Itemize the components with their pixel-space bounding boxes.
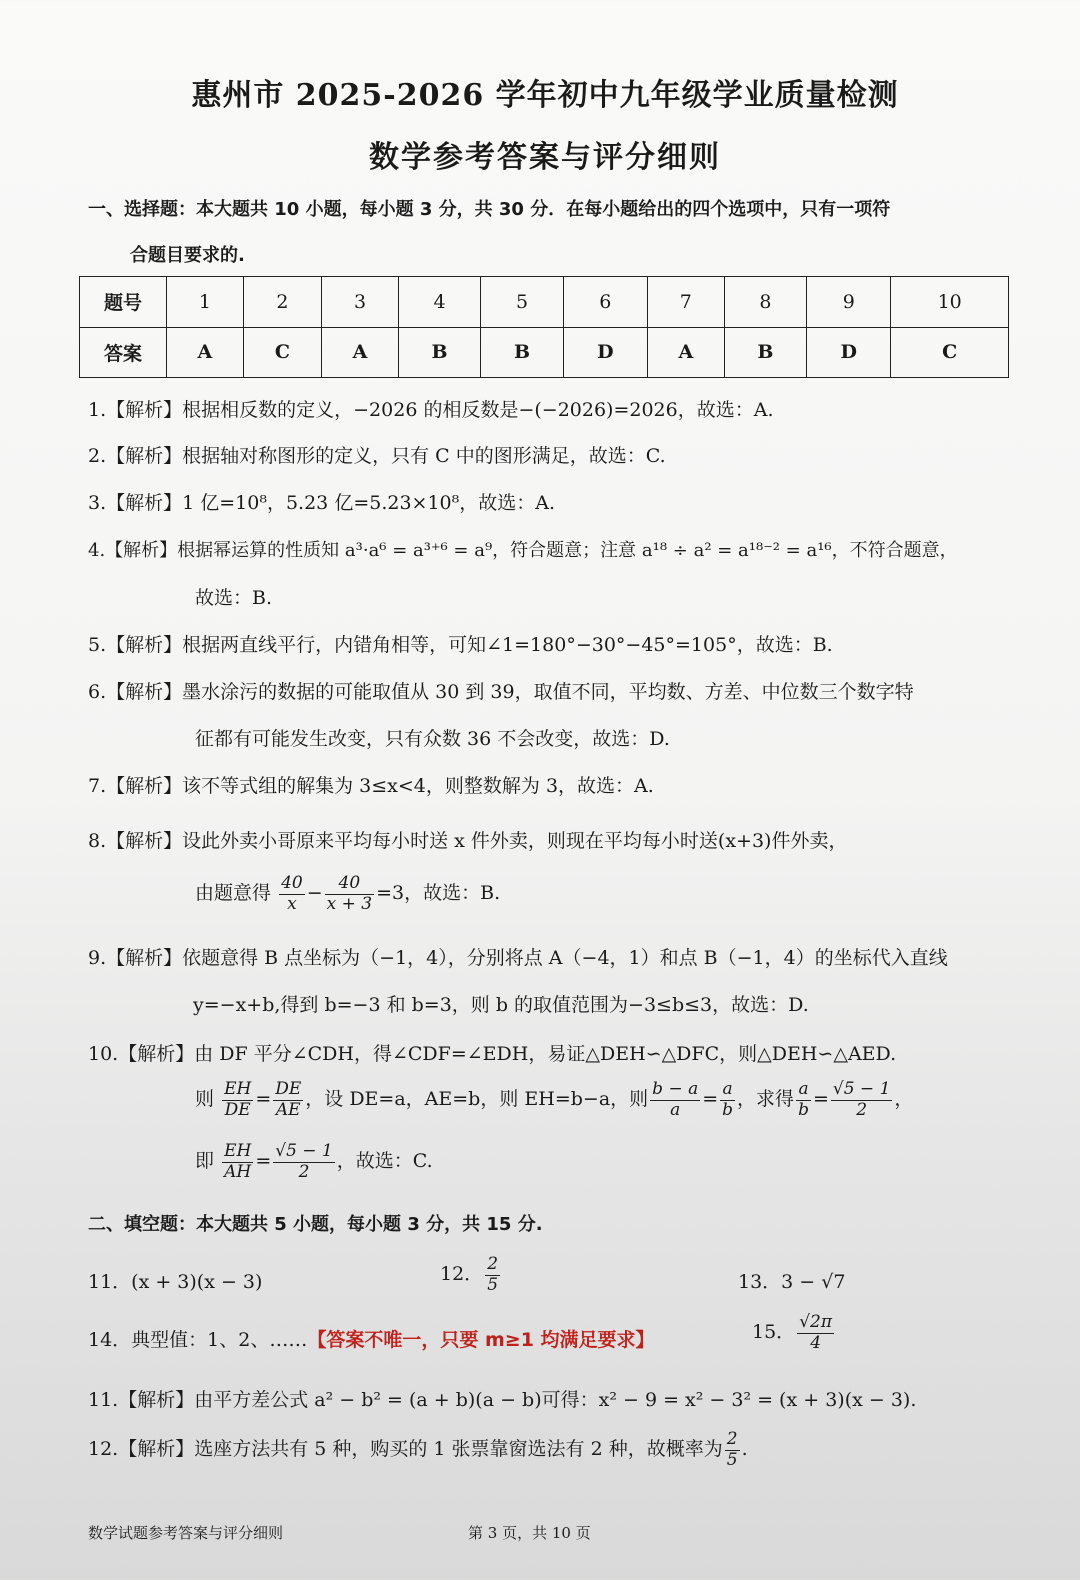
analysis-q10-cont: 则 $\frac{EH}{DE}$ = $\frac{DE}{AE}$ ，设 DE=a，AE=b，则 EH=b−a，则 $\frac{b - a}{a}$ = $\frac{a}{b}$ ，求得 $\frac{a}{b}$ = $\frac{√5 - 1}{2}$ ，: [195, 1079, 914, 1120]
q10-text-d: 即: [195, 1150, 215, 1173]
section2-heading: 二、填空题：本大题共 5 小题，每小题 3 分，共 15 分.: [88, 1214, 543, 1235]
frac-den: 2: [856, 1099, 868, 1120]
q10-text-b: ，设 DE=a，AE=b，则 EH=b−a，则: [305, 1088, 649, 1111]
table-cell: 2: [243, 277, 321, 328]
analysis-12: [88, 1430, 748, 1470]
section1-heading-cont: 合题目要求的.: [130, 245, 245, 266]
frac-num: DE: [275, 1079, 302, 1099]
frac-num: 2: [726, 1429, 738, 1449]
frac-den: x: [287, 893, 297, 914]
frac-den: 2: [298, 1161, 310, 1182]
row-header-number: 题号: [80, 277, 167, 328]
fraction-sqrt5-minus-1: [831, 1080, 893, 1120]
frac-num: √5 − 1: [832, 1079, 891, 1099]
answer-15: [752, 1313, 836, 1353]
analysis-q6: 6.【解析】墨水涂污的数据的可能取值从 30 到 39，取值不同，平均数、方差、中位数三个数字特: [88, 681, 914, 703]
page-title: 惠州市 2025-2026 学年初中九年级学业质量检测: [191, 78, 899, 113]
q10-text-e: ，故选：C.: [336, 1150, 433, 1173]
frac-num: a: [796, 1080, 811, 1101]
analysis-q5: 5.【解析】根据两直线平行，内错角相等，可知∠1=180°−30°−45°=105°，故选：B.: [88, 634, 833, 656]
frac-num: 40: [325, 874, 374, 895]
page-subtitle: 数学参考答案与评分细则: [369, 140, 721, 175]
table-cell: D: [807, 327, 891, 378]
frac-den: AE: [275, 1099, 301, 1120]
answer-13: 13．3 − √7: [738, 1271, 846, 1293]
analysis-q9-cont: y=−x+b,得到 b=−3 和 b=3，则 b 的取值范围为−3≤b≤3，故选：D.: [193, 994, 809, 1016]
footer-page-number: 第 3 页，共 10 页: [468, 1524, 591, 1542]
answer-11: 11．(x + 3)(x − 3): [88, 1271, 263, 1293]
fraction-40-over-x-plus-3: [325, 874, 374, 914]
frac-num: b − a: [652, 1079, 699, 1099]
analysis-q3: 3.【解析】1 亿=10⁸，5.23 亿=5.23×10⁸，故选：A.: [88, 492, 556, 514]
table-cell: A: [322, 327, 399, 378]
fraction-a-b-result: [796, 1080, 811, 1120]
frac-den: 5: [726, 1449, 738, 1470]
fraction-a-b: [720, 1080, 735, 1120]
table-cell: 3: [322, 277, 399, 328]
q10-text-a: 则: [195, 1088, 215, 1111]
frac-den: 4: [810, 1332, 822, 1353]
frac-den: x + 3: [326, 893, 373, 914]
fraction-sqrt2pi-4: [797, 1313, 834, 1353]
frac-num: √5 − 1: [275, 1141, 333, 1161]
analysis-q7: 7.【解析】该不等式组的解集为 3≤x<4，则整数解为 3，故选：A.: [88, 775, 654, 797]
analysis-12-text: 12.【解析】选座方法共有 5 种，购买的 1 张票靠窗选法有 2 种，故概率为: [88, 1438, 723, 1461]
fraction-de-ae: [273, 1080, 303, 1120]
table-cell: 6: [563, 277, 647, 328]
table-cell: B: [398, 327, 480, 378]
table-cell: 5: [481, 277, 563, 328]
frac-den: a: [670, 1099, 681, 1120]
frac-num: EH: [224, 1141, 252, 1161]
analysis-q10-final: 即 $\frac{EH}{AH}$ = $\frac{√5 - 1}{2}$ ，故选：C.: [195, 1141, 433, 1182]
table-row: [80, 327, 1009, 378]
analysis-12-end: .: [741, 1438, 748, 1461]
answer-15-label: 15．: [752, 1321, 796, 1344]
fraction-40-over-x: [279, 874, 305, 914]
frac-num: 40: [281, 873, 303, 893]
table-cell: 7: [647, 277, 724, 328]
answer-14-note: 【答案不唯一，只要 m≥1 均满足要求】: [307, 1329, 655, 1351]
table-cell: B: [724, 327, 806, 378]
analysis-q4: 4.【解析】根据幂运算的性质知 a³·a⁶ = a³⁺⁶ = a⁹，符合题意；注意 a¹⁸ ÷ a² = a¹⁸⁻² = a¹⁶，不符合题意，: [88, 540, 958, 561]
answer-12: [440, 1255, 502, 1295]
table-cell: 9: [807, 277, 891, 328]
answer-14-text: 14．典型值：1、2、……: [88, 1329, 308, 1351]
table-cell: C: [243, 327, 321, 378]
table-cell: 8: [724, 277, 806, 328]
table-cell: A: [167, 327, 244, 378]
frac-num: 2: [487, 1254, 499, 1274]
analysis-q10: 10.【解析】由 DF 平分∠CDH，得∠CDF=∠EDH，易证△DEH∽△DFC，则△DEH∽△AED.: [88, 1043, 897, 1065]
section1-heading: 一、选择题：本大题共 10 小题，每小题 3 分，共 30 分．在每小题给出的四个选项中，只有一项符: [88, 199, 891, 220]
table-cell: 10: [891, 277, 1009, 328]
frac-den: DE: [224, 1099, 251, 1120]
frac-den: b: [722, 1099, 734, 1120]
frac-num: a: [720, 1080, 735, 1101]
q8-eq-prefix: 由题意得: [195, 882, 272, 905]
analysis-q4-cont: 故选：B.: [195, 587, 273, 609]
table-cell: 1: [167, 277, 244, 328]
answer-12-label: 12．: [440, 1263, 484, 1286]
answer-table: [79, 276, 1009, 378]
frac-num: √2π: [799, 1312, 833, 1332]
frac-den: b: [798, 1099, 809, 1120]
table-cell: 4: [398, 277, 480, 328]
row-header-answer: 答案: [80, 327, 167, 378]
analysis-q1: 1.【解析】根据相反数的定义，−2026 的相反数是−(−2026)=2026，故选：A.: [88, 399, 774, 421]
table-row: [80, 277, 1009, 328]
analysis-q8: 8.【解析】设此外卖小哥原来平均每小时送 x 件外卖，则现在平均每小时送(x+3)件外卖，: [88, 830, 848, 852]
table-cell: D: [563, 327, 647, 378]
analysis-q6-cont: 征都有可能发生改变，只有众数 36 不会改变，故选：D.: [195, 728, 670, 750]
fraction-2-5-prob: [725, 1430, 740, 1470]
table-cell: C: [891, 327, 1009, 378]
table-cell: B: [481, 327, 563, 378]
table-cell: A: [647, 327, 724, 378]
fraction-eh-ah: [222, 1142, 253, 1182]
analysis-q2: 2.【解析】根据轴对称图形的定义，只有 C 中的图形满足，故选：C.: [88, 445, 666, 467]
q8-eq-suffix: =3，故选：B.: [376, 882, 501, 905]
fraction-sqrt5-minus-1-b: [273, 1142, 335, 1182]
answer-14: [88, 1325, 655, 1352]
footer-doc-name: 数学试题参考答案与评分细则: [88, 1524, 284, 1542]
analysis-q9: 9.【解析】依题意得 B 点坐标为（−1，4），分别将点 A（−4，1）和点 B（−1，4）的坐标代入直线: [88, 947, 948, 969]
frac-den: 5: [487, 1274, 499, 1295]
fraction-b-minus-a: [650, 1080, 700, 1120]
analysis-q8-equation: 由题意得 $\frac{40}{x}$ − $\frac{40}{x + 3}$ =3，故选：B.: [195, 873, 501, 914]
analysis-11: 11.【解析】由平方差公式 a² − b² = (a + b)(a − b)可得：x² − 9 = x² − 3² = (x + 3)(x − 3).: [88, 1389, 917, 1411]
frac-den: AH: [224, 1161, 252, 1182]
q10-text-c: ，求得: [737, 1088, 795, 1111]
frac-num: EH: [224, 1079, 252, 1099]
fraction-2-5: [485, 1255, 500, 1295]
fraction-eh-de: [222, 1080, 253, 1120]
